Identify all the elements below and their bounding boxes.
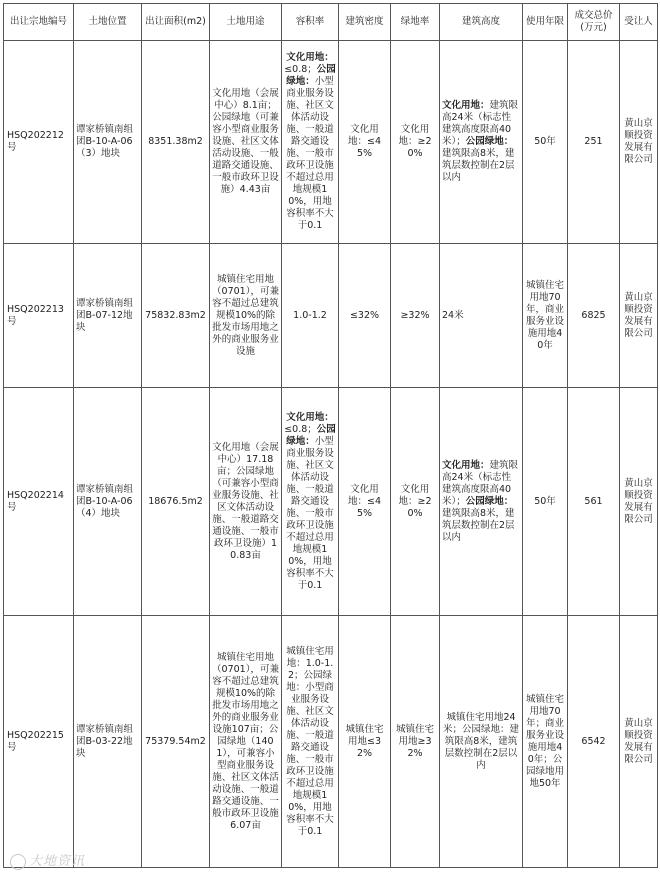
cell-usage: 文化用地（会展中心）8.1亩；公园绿地（可兼容小型商业服务设施、社区文体活动设施、一般道路交通设施、一般市政环卫设施）4.43亩 bbox=[210, 41, 282, 244]
far-label-culture: 文化用地： bbox=[286, 411, 334, 423]
height-label-park: 公园绿地： bbox=[465, 136, 514, 147]
cell-id: HSQ202212号 bbox=[4, 41, 74, 244]
height-text-culture: 建筑限高24米（标志性建筑高度限高40米）； bbox=[442, 459, 519, 507]
cell-density: ≤32% bbox=[339, 244, 391, 388]
cell-id: HSQ202213号 bbox=[4, 244, 74, 388]
far-label-park: 公园绿地： bbox=[286, 64, 336, 87]
cell-green: 城镇住宅用地≥32% bbox=[391, 616, 440, 868]
watermark-logo-icon bbox=[10, 854, 26, 870]
cell-years: 50年 bbox=[523, 388, 568, 616]
far-text-culture: ≤0.8； bbox=[284, 423, 317, 435]
header-far: 容积率 bbox=[282, 4, 339, 41]
watermark-text: 大地资讯 bbox=[29, 854, 86, 869]
cell-height: 城镇住宅用地24米；公园绿地：建筑限高8米，建筑层数控制在2层以内 bbox=[440, 616, 523, 868]
cell-area: 18676.5m2 bbox=[142, 388, 210, 616]
cell-area: 8351.38m2 bbox=[142, 41, 210, 244]
cell-location: 谭家桥镇南组团B-03-22地块 bbox=[74, 616, 142, 868]
cell-green: ≥32% bbox=[391, 244, 440, 388]
cell-area: 75379.54m2 bbox=[142, 616, 210, 868]
height-label-culture: 文化用地： bbox=[442, 100, 490, 111]
table-row bbox=[4, 616, 658, 868]
header-row bbox=[4, 4, 658, 41]
header-area: 出让面积(m2) bbox=[142, 4, 210, 41]
cell-years: 50年 bbox=[523, 41, 568, 244]
cell-price: 6542 bbox=[568, 616, 620, 868]
header-usage: 土地用途 bbox=[210, 4, 282, 41]
header-location: 土地位置 bbox=[74, 4, 142, 41]
cell-id: HSQ202214号 bbox=[4, 388, 74, 616]
header-green: 绿地率 bbox=[391, 4, 440, 41]
header-density: 建筑密度 bbox=[339, 4, 391, 41]
cell-density: 文化用地：≤45% bbox=[339, 41, 391, 244]
cell-years: 城镇住宅用地70年，商业服务业设施用地40年 bbox=[523, 244, 568, 388]
header-id: 出让宗地编号 bbox=[4, 4, 74, 41]
height-label-culture: 文化用地： bbox=[442, 459, 490, 471]
cell-area: 75832.83m2 bbox=[142, 244, 210, 388]
header-years: 使用年限 bbox=[523, 4, 568, 41]
far-text-culture: ≤0.8； bbox=[284, 64, 317, 75]
table-row bbox=[4, 41, 658, 244]
cell-id: HSQ202215号 bbox=[4, 616, 74, 868]
cell-far: 城镇住宅用地：1.0-1.2；公园绿地：小型商业服务设施、社区文体活动设施、一般道路交通设施、一般市政环卫设施不超过总用地规模10%，用地容积率不大于0.1 bbox=[282, 616, 339, 868]
height-text-culture: 建筑限高24米（标志性建筑高度限高40米）； bbox=[442, 100, 519, 147]
cell-far bbox=[282, 388, 339, 616]
cell-location: 谭家桥镇南组团B-07-12地块 bbox=[74, 244, 142, 388]
cell-usage: 城镇住宅用地（0701），可兼容不超过总建筑规模10%的除批发市场用地之外的商业服务业设施107亩；公园绿地（1401），可兼容小型商业服务设施、社区文体活动设施、一般道路交通设施、一般市政环卫设施6.07亩 bbox=[210, 616, 282, 868]
cell-height bbox=[440, 41, 523, 244]
cell-price: 561 bbox=[568, 388, 620, 616]
cell-buyer: 黄山京顺投资发展有限公司 bbox=[620, 41, 658, 244]
cell-buyer: 黄山京顺投资发展有限公司 bbox=[620, 244, 658, 388]
height-text-park: 建筑限高8米，建筑层数控制在2层以内 bbox=[442, 507, 515, 543]
far-label-park: 公园绿地： bbox=[286, 423, 336, 447]
header-height: 建筑高度 bbox=[440, 4, 523, 41]
cell-density: 城镇住宅用地≤32% bbox=[339, 616, 391, 868]
table-row bbox=[4, 244, 658, 388]
table-row bbox=[4, 388, 658, 616]
cell-green: 文化用地：≥20% bbox=[391, 388, 440, 616]
cell-far bbox=[282, 41, 339, 244]
height-label-park: 公园绿地： bbox=[465, 495, 514, 507]
header-buyer: 受让人 bbox=[620, 4, 658, 41]
land-transfer-table bbox=[3, 3, 658, 868]
cell-far: 1.0-1.2 bbox=[282, 244, 339, 388]
cell-years: 城镇住宅用地70年；商业服务业设施用地40年；公园绿地用地50年 bbox=[523, 616, 568, 868]
cell-buyer: 黄山京顺投资发展有限公司 bbox=[620, 388, 658, 616]
far-text-park: 小型商业服务设施、社区文体活动设施、一般道路交通设施、一般市政环卫设施不超过总用地规模10%，用地容积率不大于0.1 bbox=[286, 76, 334, 231]
cell-usage: 城镇住宅用地（0701），可兼容不超过总建筑规模10%的除批发市场用地之外的商业服务业设施 bbox=[210, 244, 282, 388]
cell-price: 251 bbox=[568, 41, 620, 244]
cell-green: 文化用地：≥20% bbox=[391, 41, 440, 244]
cell-height bbox=[440, 388, 523, 616]
cell-location: 谭家桥镇南组团B-10-A-06（4）地块 bbox=[74, 388, 142, 616]
header-price: 成交总价(万元) bbox=[568, 4, 620, 41]
far-label-culture: 文化用地： bbox=[286, 52, 334, 63]
cell-height: 24米 bbox=[440, 244, 523, 388]
height-text-park: 建筑限高8米，建筑层数控制在2层以内 bbox=[442, 148, 515, 183]
cell-usage: 文化用地（会展中心）17.18亩；公园绿地（可兼容小型商业服务设施、社区文体活动设施、一般道路交通设施、一般市政环卫设施）10.83亩 bbox=[210, 388, 282, 616]
far-text-park: 小型商业服务设施、社区文体活动设施、一般道路交通设施、一般市政环卫设施不超过总用地规模10%，用地容积率不大于0.1 bbox=[286, 435, 334, 591]
cell-location: 谭家桥镇南组团B-10-A-06（3）地块 bbox=[74, 41, 142, 244]
cell-density: 文化用地：≤45% bbox=[339, 388, 391, 616]
watermark bbox=[10, 850, 85, 870]
cell-buyer: 黄山京顺投资发展有限公司 bbox=[620, 616, 658, 868]
cell-price: 6825 bbox=[568, 244, 620, 388]
